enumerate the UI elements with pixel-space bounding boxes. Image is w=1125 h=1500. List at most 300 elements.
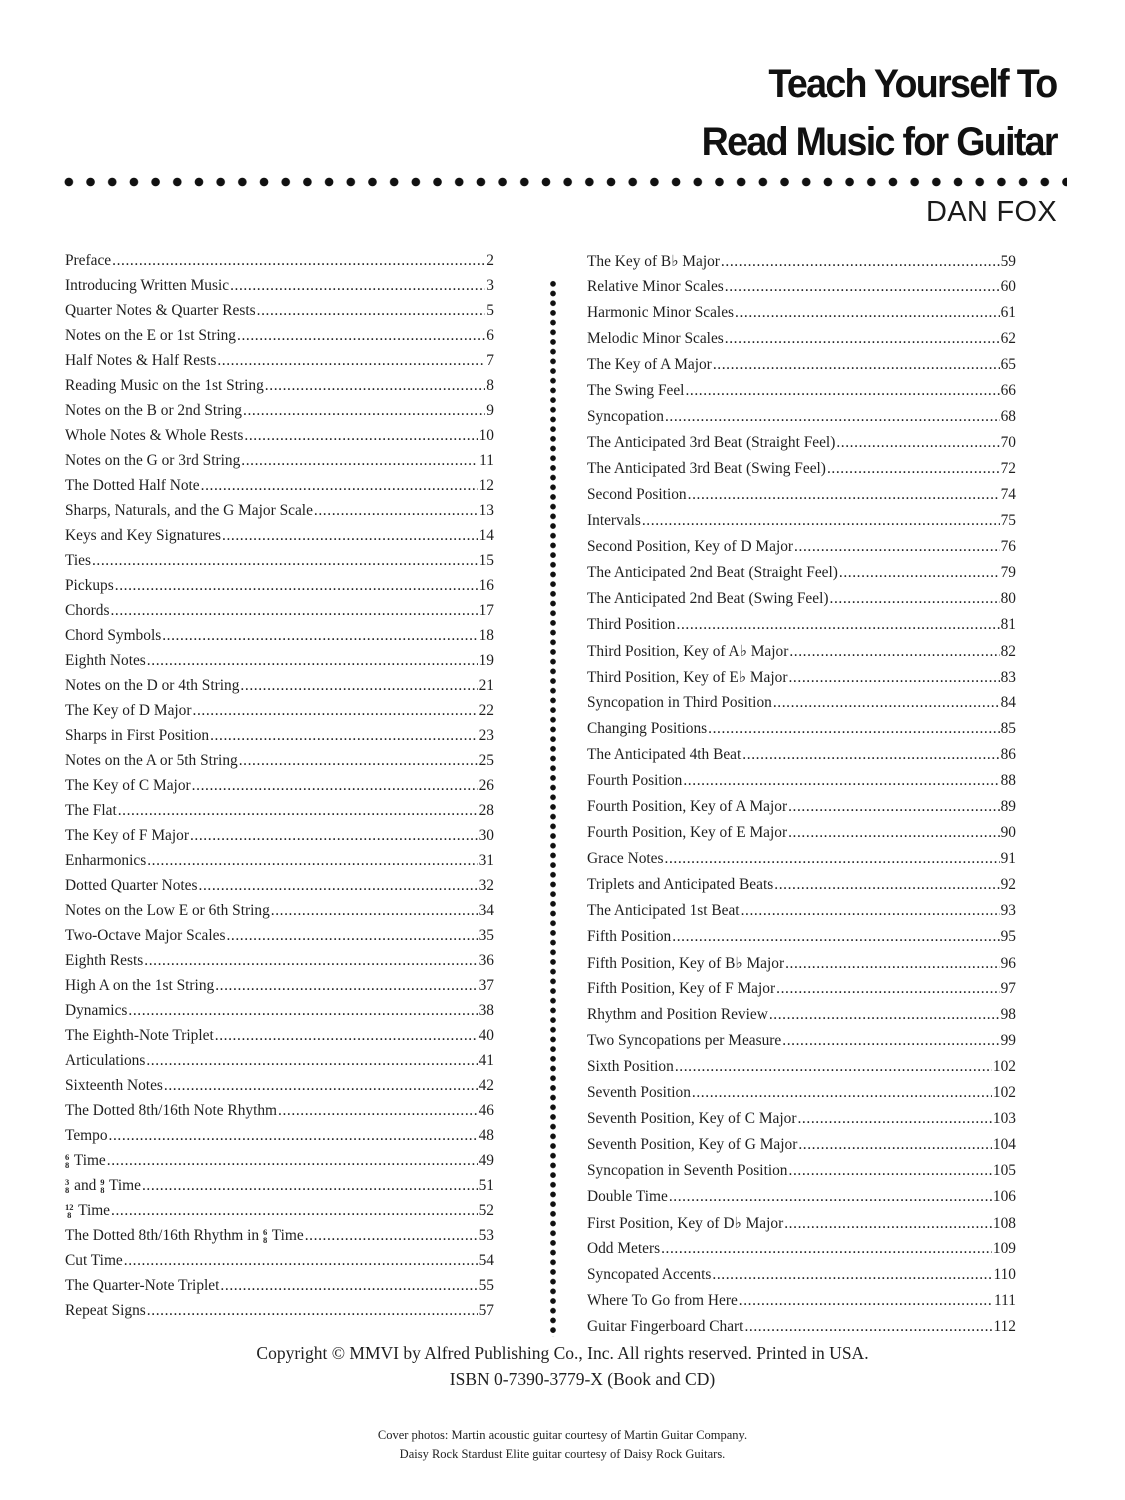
toc-entry (587, 1292, 1016, 1318)
toc-entry-page: 68 (1000, 408, 1016, 425)
dot-leader (708, 720, 999, 738)
time-signature (65, 1178, 69, 1194)
toc-entry (65, 877, 494, 902)
dot-leader (735, 304, 1000, 322)
toc-entry-title: Fifth Position, Key of F Major (587, 980, 776, 997)
toc-entry-page: 23 (478, 727, 494, 744)
toc-entry-page: 86 (1000, 746, 1016, 763)
toc-entry-page: 12 (478, 477, 494, 494)
dot-leader (785, 955, 1000, 973)
dot-leader (789, 1162, 992, 1180)
dot-leader (230, 277, 485, 295)
dot-leader (797, 1110, 991, 1128)
toc-entry-page: 92 (1000, 876, 1016, 893)
toc-entry-title: Notes on the E or 1st String (65, 327, 236, 344)
toc-entry (587, 850, 1016, 876)
toc-entry-title: Quarter Notes & Quarter Rests (65, 302, 256, 319)
toc-entry (587, 616, 1016, 642)
dot-leader (774, 876, 999, 894)
toc-entry-title: Sixth Position (587, 1058, 674, 1075)
toc-entry-title: Fourth Position, Key of E Major (587, 824, 788, 841)
toc-entry-page: 52 (478, 1202, 494, 1219)
toc-entry (587, 928, 1016, 954)
toc-entry-page: 102 (992, 1058, 1016, 1075)
toc-entry-title: Notes on the B or 2nd String (65, 402, 242, 419)
toc-entry-page: 96 (1000, 955, 1016, 972)
time-signature-top: 9 (100, 1177, 105, 1187)
dot-leader (107, 1152, 478, 1170)
toc-entry-title-part: Time (78, 1202, 111, 1219)
toc-entry-page: 51 (478, 1177, 494, 1194)
dot-leader (685, 382, 999, 400)
dot-leader (665, 850, 1000, 868)
dot-leader (215, 977, 477, 995)
toc-entry (587, 460, 1016, 486)
toc-entry (587, 1240, 1016, 1266)
toc-entry-title: Seventh Position, Key of C Major (587, 1110, 797, 1127)
toc-entry (65, 702, 494, 727)
toc-entry-title: Second Position, Key of D Major (587, 538, 794, 555)
dot-leader (677, 616, 1000, 634)
toc-entry (587, 746, 1016, 772)
toc-entry (587, 1266, 1016, 1292)
toc-entry (65, 1302, 494, 1327)
toc-entry (587, 1110, 1016, 1136)
dot-leader (237, 327, 485, 345)
dot-leader (199, 877, 478, 895)
toc-entry-page: 105 (992, 1162, 1016, 1179)
toc-entry-page: 82 (1000, 643, 1016, 660)
toc-entry-page: 34 (478, 902, 494, 919)
toc-entry-title: The Quarter-Note Triplet (65, 1277, 220, 1294)
toc-entry (65, 1002, 494, 1027)
toc-entry (587, 876, 1016, 902)
dot-leader (788, 824, 1000, 842)
toc-entry-page: 109 (992, 1240, 1016, 1257)
toc-entry-title: Two Syncopations per Measure (587, 1032, 782, 1049)
time-signature (263, 1228, 267, 1244)
toc-entry-title: The Flat (65, 802, 117, 819)
toc-entry-title: Eighth Notes (65, 652, 146, 669)
author-name: DAN FOX (926, 196, 1057, 228)
dot-leader (305, 1227, 478, 1245)
toc-entry (587, 824, 1016, 850)
isbn: ISBN 0-7390-3779-X (Book and CD) (449, 1369, 716, 1389)
toc-entry-title: Syncopation in Third Position (587, 694, 772, 711)
dot-leader (193, 702, 478, 720)
dot-leader (713, 356, 1000, 374)
toc-entry-page: 62 (1000, 330, 1016, 347)
toc-entry-title: Triplets and Anticipated Beats (587, 876, 774, 893)
dot-leader (692, 1084, 992, 1102)
toc-entry-page: 14 (478, 527, 494, 544)
toc-entry-title: Notes on the Low E or 6th String (65, 902, 270, 919)
dot-leader (278, 1102, 478, 1120)
toc-entry (65, 1227, 494, 1252)
toc-entry-page: 10 (478, 427, 494, 444)
dot-leader (128, 1002, 477, 1020)
toc-entry-title-part: Time (109, 1177, 141, 1194)
time-signature-top: 3 (65, 1177, 70, 1187)
dot-leader (217, 352, 485, 370)
toc-entry-title: Repeat Signs (65, 1302, 146, 1319)
toc-entry-title: The Anticipated 1st Beat (587, 902, 740, 919)
toc-entry-title: Guitar Fingerboard Chart (587, 1318, 744, 1335)
time-signature-bottom: 8 (262, 1235, 268, 1245)
toc-entry (587, 1136, 1016, 1162)
dot-leader (794, 538, 1000, 556)
toc-entry (65, 777, 494, 802)
toc-entry-page: 11 (479, 452, 494, 469)
toc-entry (587, 590, 1016, 616)
toc-entry (587, 1084, 1016, 1110)
toc-entry (587, 434, 1016, 460)
dot-leader (147, 652, 478, 670)
toc-entry (65, 852, 494, 877)
toc-entry-page: 74 (1000, 486, 1016, 503)
toc-entry-title: Relative Minor Scales (587, 278, 724, 295)
toc-entry (65, 402, 494, 427)
toc-entry-page: 30 (478, 827, 494, 844)
toc-entry-title: The Key of F Major (65, 827, 189, 844)
dot-leader (739, 1292, 993, 1310)
dot-leader (712, 1266, 992, 1284)
toc-entry (587, 694, 1016, 720)
dot-leader (243, 402, 485, 420)
toc-entry-title: Sharps in First Position (65, 727, 210, 744)
dot-leader (244, 427, 477, 445)
dot-leader (784, 1215, 992, 1233)
toc-entry-page: 21 (478, 677, 494, 694)
toc-entry-page: 54 (478, 1252, 494, 1269)
toc-entry (65, 802, 494, 827)
time-signature-bottom: 8 (65, 1185, 70, 1195)
toc-entry-title (65, 1227, 304, 1245)
dot-leader (788, 798, 1000, 816)
toc-entry-title: The Eighth-Note Triplet (65, 1027, 214, 1044)
toc-entry-title-part: and (74, 1177, 97, 1194)
toc-entry (587, 330, 1016, 356)
toc-entry-page: 8 (486, 377, 494, 394)
toc-entry-page: 42 (478, 1077, 494, 1094)
toc-entry-title: Odd Meters (587, 1240, 661, 1257)
time-signature (65, 1203, 74, 1219)
toc-entry (587, 668, 1016, 694)
toc-entry-page: 79 (1000, 564, 1016, 581)
toc-entry (65, 677, 494, 702)
toc-entry (65, 252, 494, 277)
dot-leader (92, 552, 478, 570)
dot-leader (827, 460, 1000, 478)
toc-entry-page: 37 (478, 977, 494, 994)
toc-entry-title: Chord Symbols (65, 627, 162, 644)
toc-entry (65, 727, 494, 752)
toc-entry-page: 31 (478, 852, 494, 869)
toc-entry-title: The Key of B♭ Major (587, 253, 720, 270)
toc-entry (587, 1058, 1016, 1084)
dotted-rule (58, 176, 1067, 188)
toc-entry-page: 88 (1000, 772, 1016, 789)
toc-entry (587, 382, 1016, 408)
toc-entry-page: 110 (993, 1266, 1016, 1283)
toc-entry-title: Double Time (587, 1188, 668, 1205)
toc-entry-title: The Anticipated 4th Beat (587, 746, 742, 763)
toc-entry-page: 89 (1000, 798, 1016, 815)
toc-entry (65, 452, 494, 477)
toc-entry-page: 81 (1000, 616, 1016, 633)
toc-entry-page: 65 (1000, 356, 1016, 373)
toc-entry-title: Eighth Rests (65, 952, 144, 969)
toc-entry (587, 1318, 1016, 1344)
toc-entry-title: Third Position, Key of A♭ Major (587, 643, 789, 660)
toc-entry-title: Syncopation (587, 408, 664, 425)
toc-entry-page: 40 (478, 1027, 494, 1044)
toc-entry (65, 1252, 494, 1277)
dot-leader (220, 1277, 477, 1295)
toc-entry (65, 477, 494, 502)
dot-leader (789, 643, 999, 661)
toc-entry-title: Grace Notes (587, 850, 664, 867)
toc-entry-page: 60 (1000, 278, 1016, 295)
toc-entry (65, 752, 494, 777)
toc-entry-page: 85 (1000, 720, 1016, 737)
toc-entry-title: Fifth Position (587, 928, 672, 945)
toc-entry (65, 1277, 494, 1302)
toc-left-column (65, 252, 494, 1327)
toc-entry (65, 627, 494, 652)
dot-leader (111, 1202, 478, 1220)
toc-entry (65, 1027, 494, 1052)
toc-entry (587, 538, 1016, 564)
toc-entry-title: Harmonic Minor Scales (587, 304, 735, 321)
dot-leader (683, 772, 999, 790)
toc-entry-title: Two-Octave Major Scales (65, 927, 226, 944)
toc-entry-page: 61 (1000, 304, 1016, 321)
dot-leader (665, 408, 1000, 426)
book-title-line-1: Teach Yourself To (768, 62, 1057, 106)
toc-entry (65, 902, 494, 927)
toc-entry-title: Reading Music on the 1st String (65, 377, 264, 394)
toc-entry-title (65, 1177, 141, 1195)
dot-leader (164, 1077, 478, 1095)
toc-entry-title: Seventh Position, Key of G Major (587, 1136, 798, 1153)
toc-entry (587, 512, 1016, 538)
toc-entry (65, 1177, 494, 1202)
column-divider-dots (548, 279, 558, 1337)
toc-entry (587, 954, 1016, 980)
dot-leader (240, 677, 477, 695)
toc-entry (65, 352, 494, 377)
copyright-notice: Copyright © MMVI by Alfred Publishing Co., Inc. All rights reserved. Printed in USA. (256, 1343, 869, 1363)
dot-leader (147, 1302, 478, 1320)
toc-entry-page: 26 (478, 777, 494, 794)
toc-entry-title: Third Position, Key of E♭ Major (587, 669, 788, 686)
toc-entry-title: Pickups (65, 577, 114, 594)
dot-leader (115, 577, 478, 595)
dot-leader (109, 1127, 478, 1145)
dot-leader (110, 602, 477, 620)
toc-entry (587, 1162, 1016, 1188)
toc-entry-page: 97 (1000, 980, 1016, 997)
time-signature-top: 12 (65, 1202, 74, 1212)
toc-entry (587, 798, 1016, 824)
dot-leader (836, 434, 999, 452)
dot-leader (725, 278, 1000, 296)
toc-entry-title: Notes on the G or 3rd String (65, 452, 241, 469)
toc-entry-page: 91 (1000, 850, 1016, 867)
toc-entry (587, 1032, 1016, 1058)
dot-leader (742, 746, 999, 764)
toc-entry (587, 356, 1016, 382)
toc-entry-title: Chords (65, 602, 110, 619)
toc-right-column (587, 252, 1016, 1344)
toc-entry-title: Half Notes & Half Rests (65, 352, 217, 369)
toc-entry (587, 772, 1016, 798)
toc-entry-title: The Anticipated 2nd Beat (Straight Feel) (587, 564, 838, 581)
toc-entry-page: 5 (486, 302, 494, 319)
toc-entry (65, 602, 494, 627)
toc-entry (587, 980, 1016, 1006)
toc-entry-title: Enharmonics (65, 852, 147, 869)
dot-leader (839, 564, 1000, 582)
dot-leader (314, 502, 478, 520)
dot-leader (210, 727, 478, 745)
toc-entry-page: 15 (478, 552, 494, 569)
toc-entry-title: Tempo (65, 1127, 108, 1144)
toc-entry-page: 16 (478, 577, 494, 594)
toc-entry-title: The Dotted 8th/16th Note Rhythm (65, 1102, 278, 1119)
toc-entry-title: Notes on the A or 5th String (65, 752, 238, 769)
toc-entry (65, 652, 494, 677)
time-signature-bottom: 8 (100, 1185, 105, 1195)
toc-entry-page: 84 (1000, 694, 1016, 711)
time-signature (65, 1153, 69, 1169)
toc-entry-page: 103 (992, 1110, 1016, 1127)
toc-entry-title: The Key of A Major (587, 356, 712, 373)
toc-entry-title (65, 1202, 110, 1220)
dot-leader (146, 1052, 477, 1070)
toc-entry-title: Fourth Position, Key of A Major (587, 798, 788, 815)
toc-entry-title: The Anticipated 3rd Beat (Swing Feel) (587, 460, 826, 477)
toc-entry (587, 1214, 1016, 1240)
toc-entry (65, 827, 494, 852)
toc-entry (65, 552, 494, 577)
toc-entry-title: Changing Positions (587, 720, 708, 737)
dot-leader (675, 1058, 992, 1076)
toc-entry-title: Notes on the D or 4th String (65, 677, 240, 694)
toc-entry-title: The Swing Feel (587, 382, 685, 399)
dot-leader (226, 927, 477, 945)
toc-entry-title-part: Time (271, 1227, 304, 1244)
toc-entry-title: Rhythm and Position Review (587, 1006, 768, 1023)
cover-credit-line-2: Daisy Rock Stardust Elite guitar courtesy of Daisy Rock Guitars. (399, 1447, 726, 1461)
dot-leader (265, 377, 486, 395)
toc-entry-page: 55 (478, 1277, 494, 1294)
toc-entry (65, 427, 494, 452)
dot-leader (124, 1252, 478, 1270)
toc-entry (65, 527, 494, 552)
toc-entry-page: 95 (1000, 928, 1016, 945)
dot-leader (669, 1188, 992, 1206)
dot-leader (725, 330, 1000, 348)
dot-leader (798, 1136, 992, 1154)
dot-leader (118, 802, 478, 820)
dot-leader (112, 252, 485, 270)
toc-entry-page: 49 (478, 1152, 494, 1169)
toc-entry-title: Fifth Position, Key of B♭ Major (587, 955, 785, 972)
toc-entry (65, 1152, 494, 1177)
toc-entry-page: 6 (486, 327, 494, 344)
toc-entry-title: Syncopation in Seventh Position (587, 1162, 788, 1179)
dot-leader (782, 1032, 999, 1050)
dot-leader (661, 1240, 992, 1258)
toc-entry-page: 18 (478, 627, 494, 644)
toc-entry-page: 53 (478, 1227, 494, 1244)
toc-entry (65, 1102, 494, 1127)
toc-entry-page: 36 (478, 952, 494, 969)
toc-entry-page: 38 (478, 1002, 494, 1019)
toc-entry-page: 76 (1000, 538, 1016, 555)
toc-entry (65, 1052, 494, 1077)
toc-entry-page: 102 (992, 1084, 1016, 1101)
toc-entry-title: Introducing Written Music (65, 277, 230, 294)
dot-leader (190, 827, 478, 845)
dot-leader (672, 928, 999, 946)
toc-entry-title: Ties (65, 552, 91, 569)
toc-entry-page: 99 (1000, 1032, 1016, 1049)
time-signature-bottom: 8 (65, 1160, 70, 1170)
toc-entry-title: Melodic Minor Scales (587, 330, 724, 347)
toc-entry-title: Fourth Position (587, 772, 683, 789)
toc-entry-title-part: Time (73, 1152, 106, 1169)
toc-entry-title: Syncopated Accents (587, 1266, 712, 1283)
toc-entry (65, 377, 494, 402)
toc-entry-page: 25 (478, 752, 494, 769)
dot-leader (642, 512, 1000, 530)
toc-entry-title: Second Position (587, 486, 687, 503)
toc-entry-title: Dynamics (65, 1002, 128, 1019)
toc-entry-title: Intervals (587, 512, 641, 529)
toc-entry-page: 17 (478, 602, 494, 619)
time-signature-top: 6 (262, 1227, 268, 1237)
dot-leader (147, 852, 477, 870)
dot-leader (201, 477, 478, 495)
toc-entry-page: 72 (1000, 460, 1016, 477)
toc-entry (587, 564, 1016, 590)
toc-entry-title: Third Position (587, 616, 676, 633)
toc-entry (587, 408, 1016, 434)
dot-leader (142, 1177, 478, 1195)
dot-leader (192, 777, 478, 795)
toc-entry-page: 2 (486, 252, 494, 269)
toc-entry-title: High A on the 1st String (65, 977, 215, 994)
toc-entry-page: 35 (478, 927, 494, 944)
toc-entry-page: 59 (1000, 253, 1016, 270)
toc-entry-page: 90 (1000, 824, 1016, 841)
toc-entry-title: Where To Go from Here (587, 1292, 738, 1309)
toc-entry-page: 80 (1000, 590, 1016, 607)
dot-leader (788, 669, 999, 687)
dot-leader (744, 1318, 992, 1336)
toc-entry-page: 93 (1000, 902, 1016, 919)
toc-entry-page: 112 (993, 1318, 1016, 1335)
dot-leader (271, 902, 478, 920)
toc-entry-page: 9 (486, 402, 494, 419)
toc-entry (587, 304, 1016, 330)
toc-entry-title: Seventh Position (587, 1084, 691, 1101)
toc-entry-page: 46 (478, 1102, 494, 1119)
toc-entry-page: 83 (1000, 669, 1016, 686)
